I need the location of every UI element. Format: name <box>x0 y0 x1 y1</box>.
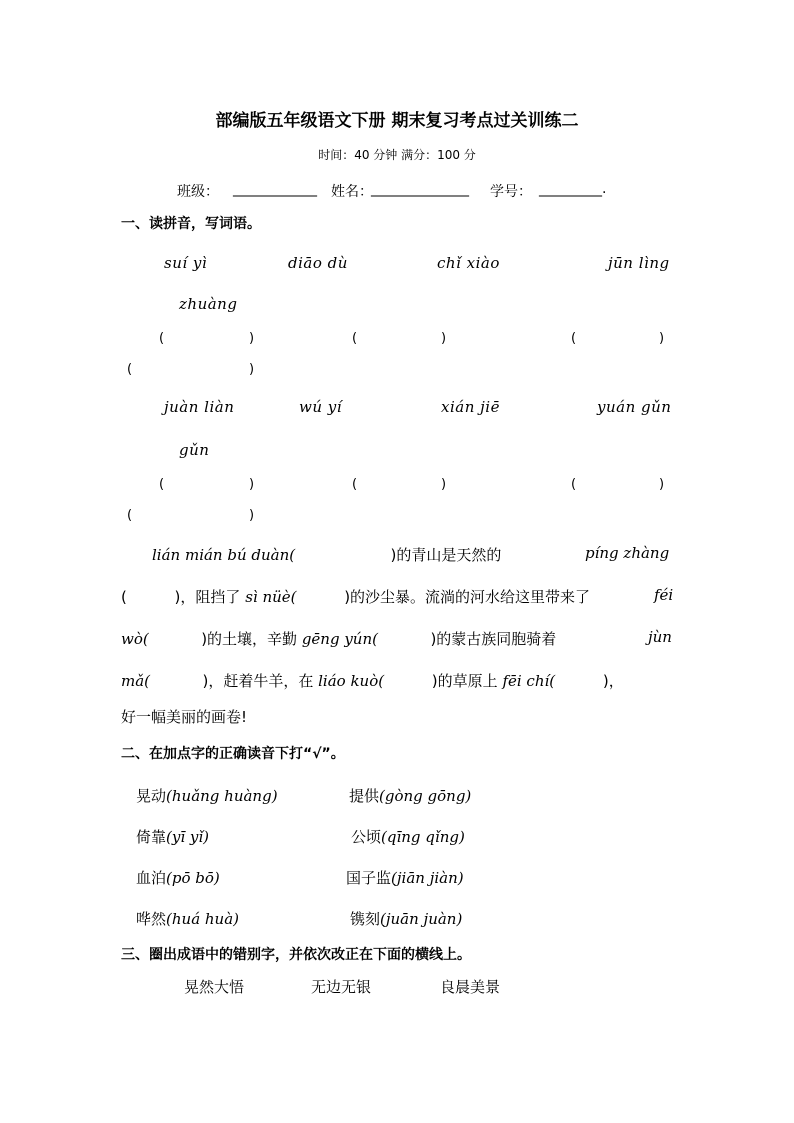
reading-item: 提供(gòng gōng) <box>349 787 472 805</box>
paragraph-line-2: ( )，阻挡了 sì nüè( )的沙尘暴。流淌的河水给这里带来了 <box>121 588 591 606</box>
section-1-heading: 一、读拼音，写词语。 <box>121 216 261 232</box>
class-label: 班级： <box>177 184 219 200</box>
paragraph-line-2-pinyin: féi <box>654 586 674 604</box>
class-blank: ____________ <box>233 181 317 197</box>
answer-paren-open: ( <box>159 477 165 492</box>
reading-item: 镌刻(juān juàn) <box>350 910 463 928</box>
answer-paren-open: ( <box>352 477 358 492</box>
answer-paren-close: ) <box>659 331 665 346</box>
pinyin-prompt: suí yì <box>164 254 208 272</box>
reading-item: 血泊(pō bō) <box>136 869 220 887</box>
answer-paren-close: ) <box>659 477 665 492</box>
idiom-item: 无边无银 <box>311 978 372 996</box>
answer-paren-open: ( <box>571 331 577 346</box>
reading-item: 公顷(qīng qǐng) <box>351 828 465 846</box>
answer-paren-close: ) <box>441 477 447 492</box>
number-blank: _________. <box>539 181 607 197</box>
pinyin-prompt: diāo dù <box>288 254 348 272</box>
pinyin-prompt-wrap: zhuàng <box>179 295 238 313</box>
answer-paren-close: ) <box>249 362 255 377</box>
paragraph-line-1: lián mián bú duàn( )的青山是天然的 <box>152 546 502 564</box>
answer-paren-close: ) <box>441 331 447 346</box>
section-2-heading: 二、在加点字的正确读音下打“√”。 <box>121 746 345 762</box>
pinyin-prompt: yuán gǔn <box>597 398 672 416</box>
pinyin-prompt: wú yí <box>299 398 343 416</box>
page-title: 部编版五年级语文下册 期末复习考点过关训练二 <box>215 111 579 131</box>
paragraph-line-5: 好一幅美丽的画卷! <box>121 708 248 726</box>
pinyin-prompt: juàn liàn <box>164 398 235 416</box>
reading-item: 晃动(huǎng huàng) <box>136 787 278 805</box>
pinyin-prompt: xián jiē <box>441 398 500 416</box>
pinyin-prompt: jūn lìng <box>608 254 670 272</box>
paragraph-line-1-pinyin: píng zhàng <box>585 544 670 562</box>
idiom-item: 良晨美景 <box>440 978 501 996</box>
paragraph-line-3: wò( )的土壤，辛勤 gēng yún( )的蒙古族同胞骑着 <box>121 630 557 648</box>
answer-paren-open: ( <box>571 477 577 492</box>
paragraph-line-4: mǎ( )，赶着牛羊，在 liáo kuò( )的草原上 fēi chí( )， <box>121 672 624 690</box>
answer-paren-close: ) <box>249 331 255 346</box>
name-blank: ______________ <box>371 181 469 197</box>
name-label: 姓名： <box>331 184 373 200</box>
number-label: 学号： <box>490 184 532 200</box>
answer-paren-close: ) <box>249 477 255 492</box>
answer-paren-open: ( <box>127 362 133 377</box>
answer-paren-open: ( <box>127 508 133 523</box>
answer-paren-open: ( <box>159 331 165 346</box>
section-3-heading: 三、圈出成语中的错别字，并依次改正在下面的横线上。 <box>121 947 471 963</box>
reading-item: 倚靠(yī yǐ) <box>136 828 210 846</box>
exam-time-score: 时间：40 分钟 满分：100 分 <box>318 148 476 162</box>
answer-paren-close: ) <box>249 508 255 523</box>
reading-item: 国子监(jiān jiàn) <box>346 869 464 887</box>
pinyin-prompt-wrap: gǔn <box>179 441 210 459</box>
paragraph-line-3-pinyin: jùn <box>648 628 672 646</box>
reading-item: 哗然(huá huà) <box>136 910 240 928</box>
idiom-item: 晃然大悟 <box>184 978 245 996</box>
pinyin-prompt: chǐ xiào <box>437 254 500 272</box>
answer-paren-open: ( <box>352 331 358 346</box>
